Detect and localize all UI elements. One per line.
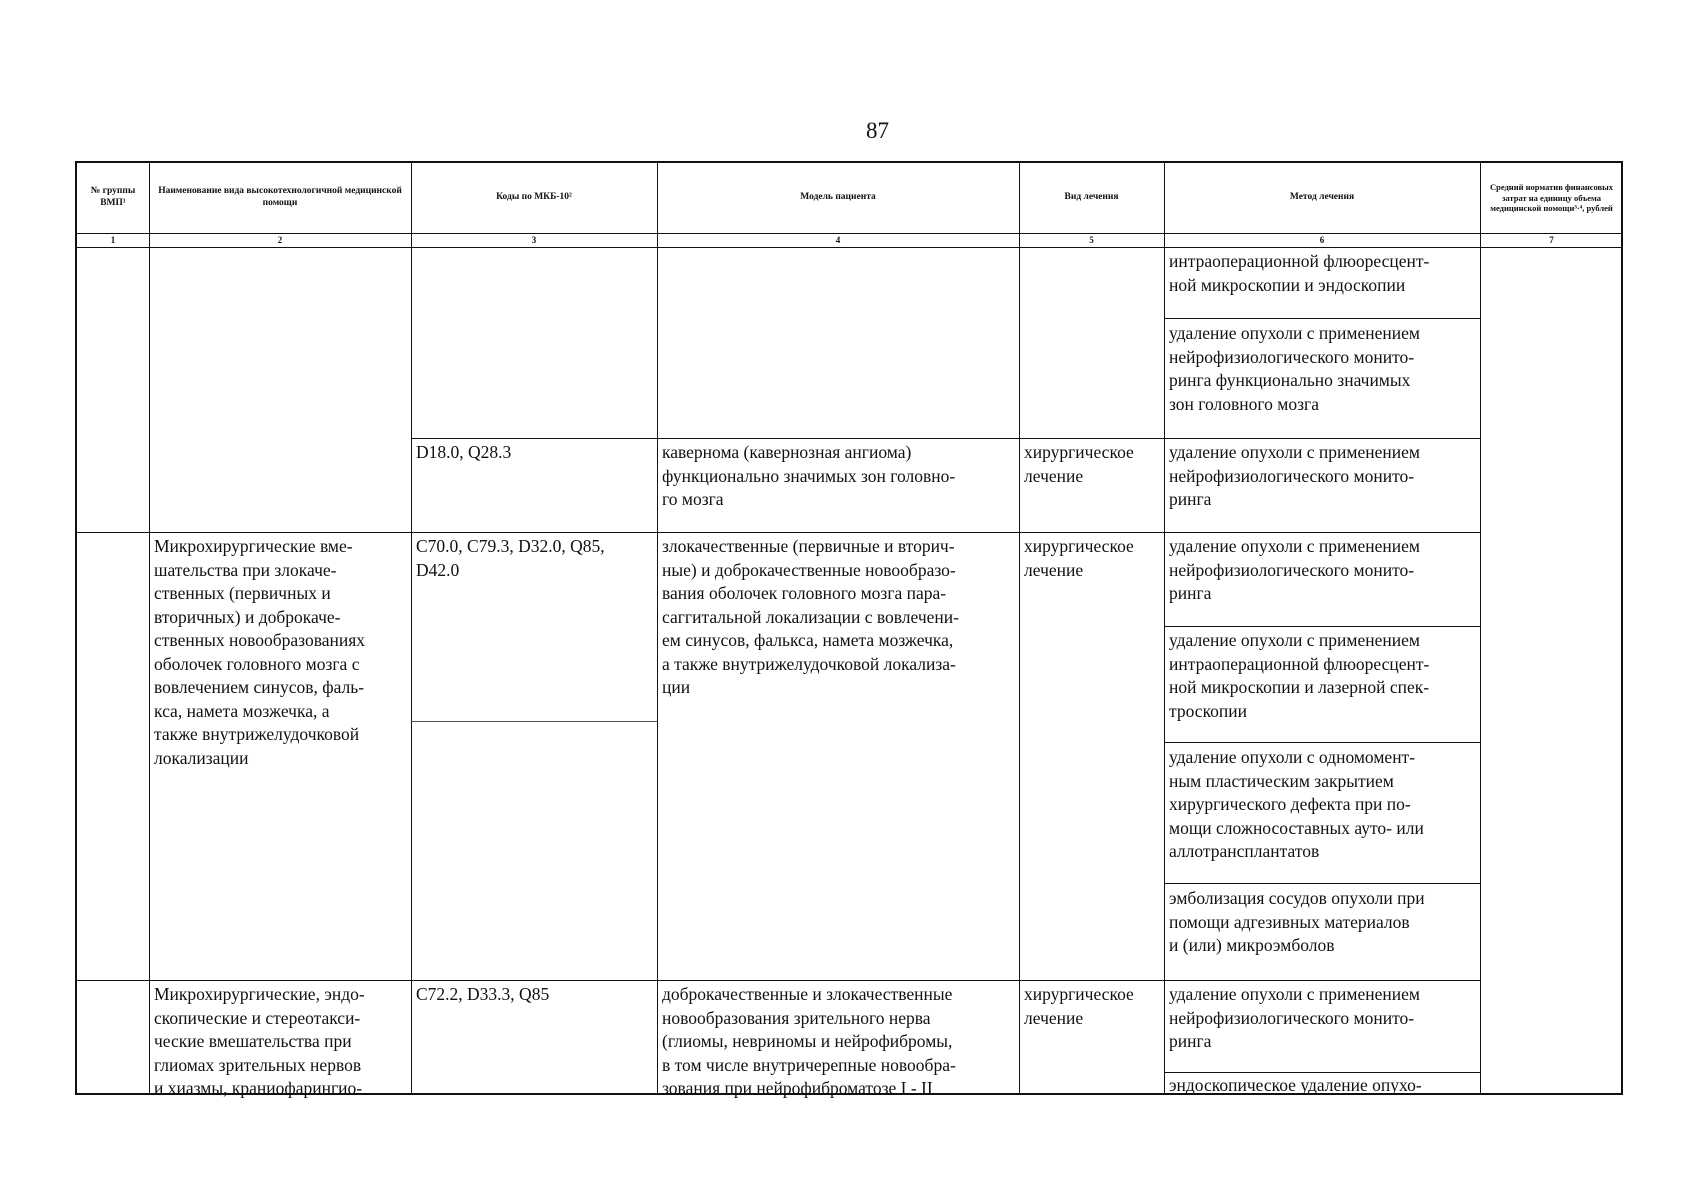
row-divider bbox=[77, 532, 1480, 533]
col-divider bbox=[1480, 163, 1481, 1093]
col-divider bbox=[1019, 163, 1020, 1093]
col-number: 1 bbox=[110, 235, 116, 245]
row-divider bbox=[411, 438, 1480, 439]
method-cell: удаление опухоли с применением нейрофизиологического монито- ринга bbox=[1169, 984, 1420, 1051]
patient-model-cell: злокачественные (первичные и вторич- ные) и доброкачественные новообразо- вания оболочек головного мозга пара- саггитальной локализации с вовлечени- ем синусов, фалькса, намета мозжечка, а также внутрижелудочковой локализа- ции bbox=[662, 536, 959, 697]
col-number: 4 bbox=[835, 235, 841, 245]
method-cell: удаление опухоли с применением интраоперационной флюоресцент- ной микроскопии и лазерной спек- троскопии bbox=[1169, 630, 1430, 721]
treatment-type-cell: хирургическое лечение bbox=[1024, 536, 1134, 580]
method-divider bbox=[1164, 1072, 1480, 1073]
icd-codes-cell: D18.0, Q28.3 bbox=[416, 442, 512, 462]
header-care-type: Наименование вида высокотехнологичной медицинской помощи bbox=[158, 186, 402, 208]
care-type-cell: Микрохирургические вме- шательства при злокаче- ственных (первичных и вторичных) и доброкаче- ственных новообразованиях оболочек головного мозга с вовлечением синусов, фаль- кса, намета мозжечка, а также внутрижелудочковой локализации bbox=[154, 536, 366, 768]
icd-codes-cell: C70.0, C79.3, D32.0, Q85, D42.0 bbox=[416, 536, 605, 580]
col-number: 6 bbox=[1319, 235, 1325, 245]
header-group-number: № группы ВМП¹ bbox=[90, 186, 136, 208]
col-number: 2 bbox=[277, 235, 283, 245]
method-divider bbox=[1164, 742, 1480, 743]
method-cell: удаление опухоли с применением нейрофизиологического монито- ринга bbox=[1169, 536, 1420, 603]
method-divider bbox=[1164, 318, 1480, 319]
row-divider bbox=[77, 980, 1480, 981]
patient-model-cell: кавернома (кавернозная ангиома) функционально значимых зон головно- го мозга bbox=[662, 442, 956, 509]
header-treatment-type: Вид лечения bbox=[1064, 192, 1119, 203]
patient-model-cell: доброкачественные и злокачественные новообразования зрительного нерва (глиомы, невриномы и нейрофибромы, в том числе внутричерепные новообра- зования при нейрофиброматозе I - II bbox=[662, 984, 956, 1098]
col-number: 7 bbox=[1549, 235, 1554, 245]
col-divider bbox=[657, 163, 658, 1093]
care-type-cell: Микрохирургические, эндо- скопические и стереотакси- ческие вмешательства при глиомах зрительных нервов и хиазмы, краниофарингио- bbox=[154, 984, 365, 1098]
method-divider bbox=[1164, 626, 1480, 627]
col-divider bbox=[149, 163, 150, 1093]
col-number: 3 bbox=[531, 235, 537, 245]
col-divider bbox=[411, 163, 412, 1093]
page-number: 87 bbox=[866, 118, 889, 143]
col-divider bbox=[1164, 163, 1165, 1093]
col-number: 5 bbox=[1089, 235, 1094, 245]
method-cell: интраоперационной флюоресцент- ной микроскопии и эндоскопии bbox=[1169, 251, 1430, 295]
fold-line bbox=[411, 721, 657, 722]
vmp-table bbox=[75, 161, 1623, 1098]
number-row-divider bbox=[77, 247, 1623, 248]
treatment-type-cell: хирургическое лечение bbox=[1024, 442, 1134, 486]
treatment-type-cell: хирургическое лечение bbox=[1024, 984, 1134, 1028]
header-icd-codes: Коды по МКБ-10² bbox=[496, 192, 572, 203]
method-cell: эндоскопическое удаление опухо- bbox=[1169, 1075, 1422, 1095]
header-treatment-method: Метод лечения bbox=[1289, 192, 1355, 203]
method-cell: удаление опухоли с применением нейрофизиологического монито- ринга bbox=[1169, 442, 1420, 509]
method-cell: эмболизация сосудов опухоли при помощи адгезивных материалов и (или) микроэмболов bbox=[1169, 888, 1425, 955]
header-cost-norm: Средний норматив финансовых затрат на единицу объема медицинской помощи³·⁴, рублей bbox=[1489, 182, 1614, 214]
method-divider bbox=[1164, 883, 1480, 884]
method-cell: удаление опухоли с применением нейрофизиологического монито- ринга функционально значимых зон головного мозга bbox=[1169, 323, 1420, 414]
icd-codes-cell: C72.2, D33.3, Q85 bbox=[416, 984, 550, 1004]
header-patient-model: Модель пациента bbox=[800, 192, 876, 203]
method-cell: удаление опухоли с одномомент- ным пластическим закрытием хирургического дефекта при по- мощи сложносоставных ауто- или аллотрансплантатов bbox=[1169, 747, 1424, 861]
